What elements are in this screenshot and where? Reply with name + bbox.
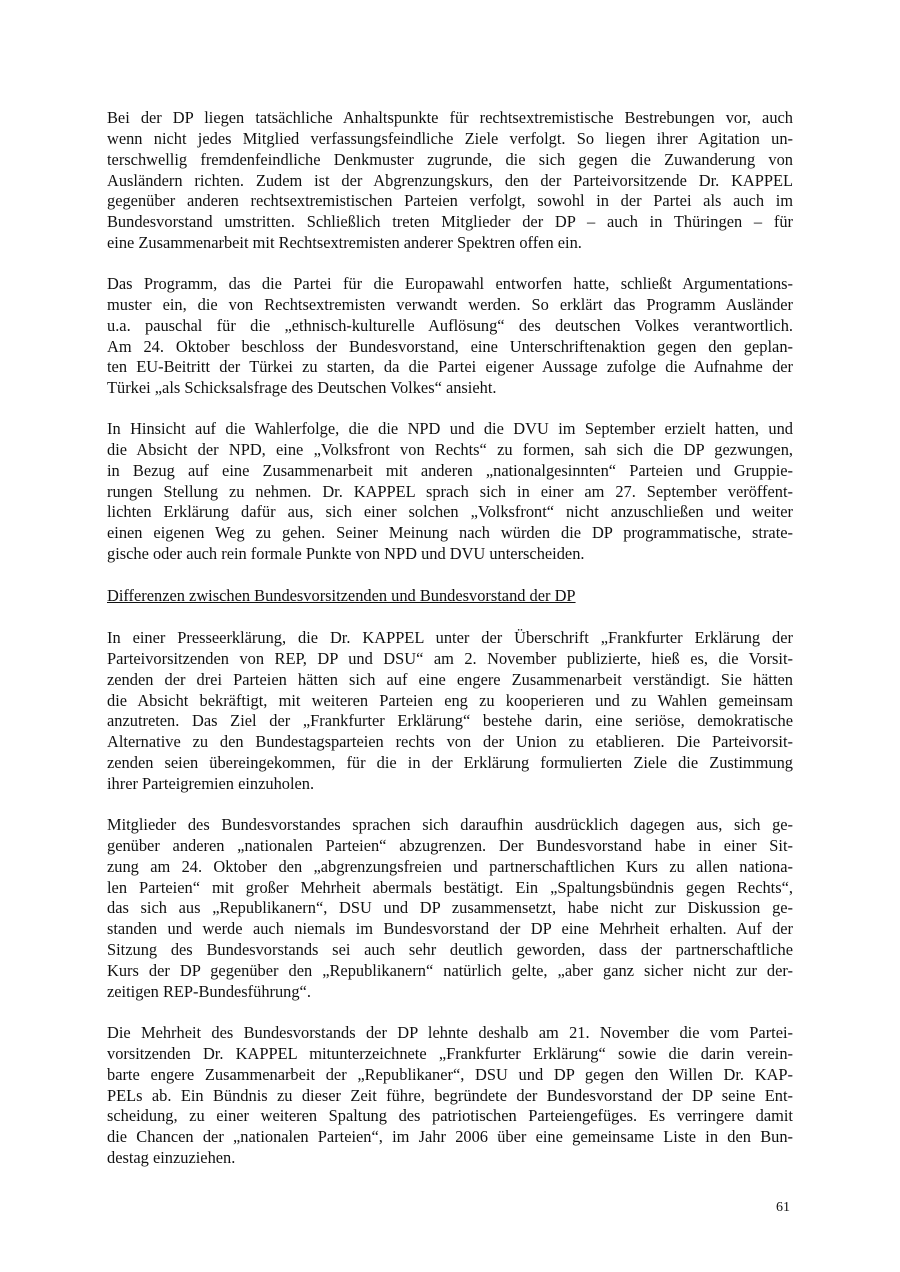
text-line: die Absicht bekräftigt, mit weiteren Parteien eng zu kooperieren und zu Wahlen gemeinsam (107, 690, 793, 710)
text-line: genüber anderen „nationalen Parteien“ abzugrenzen. Der Bundesvorstand habe in einer Sit- (107, 835, 793, 855)
text-line: Kurs der DP gegenüber den „Republikanern“ natürlich gelte, „aber ganz sicher nicht zur der- (107, 960, 793, 980)
paragraph-dp-assessment (107, 108, 793, 254)
text-line: zung am 24. Oktober den „abgrenzungsfreien und partnerschaftlichen Kurs zu allen nationa- (107, 856, 793, 876)
text-line: len Parteien“ mit großer Mehrheit abermals bestätigt. Ein „Spaltungsbündnis gegen Rechts“, (107, 877, 793, 897)
text-line: Das Programm, das die Partei für die Europawahl entworfen hatte, schließt Argumentations- (107, 274, 793, 293)
text-line: lichten Erklärung dafür aus, sich einer solchen „Volksfront“ nicht anzuschließen und weiter (107, 502, 793, 522)
text-line: destag einzuziehen. (107, 1148, 236, 1168)
text-line: u.a. pauschal für die „ethnisch-kulturelle Auflösung“ des deutschen Volkes verantwortlich. (107, 315, 793, 335)
text-line: Ausländern richten. Zudem ist der Abgrenzungskurs, den der Parteivorsitzende Dr. KAPPEL (107, 170, 793, 190)
text-line: anzutreten. Das Ziel der „Frankfurter Erklärung“ bestehe darin, eine seriöse, demokratische (107, 711, 793, 731)
text-line: die Absicht der NPD, eine „Volksfront von Rechts“ zu formen, sah sich die DP gezwungen, (107, 439, 793, 459)
text-line: eine Zusammenarbeit mit Rechtsextremisten anderer Spektren offen ein. (107, 233, 582, 253)
text-line: einen eigenen Weg zu gehen. Seiner Meinung nach würden die DP programmatische, strate- (107, 523, 793, 543)
text-line: Bundesvorstand umstritten. Schließlich treten Mitglieder der DP – auch in Thüringen – für (107, 212, 793, 232)
text-line: ten EU-Beitritt der Türkei zu starten, da die Partei eigener Aussage zufolge die Aufnahme der (107, 357, 793, 377)
text-line: barte engere Zusammenarbeit der „Republikaner“, DSU und DP gegen den Willen Dr. KAP- (107, 1064, 793, 1084)
text-line: die Chancen der „nationalen Parteien“, im Jahr 2006 über eine gemeinsame Liste in den Bun- (107, 1127, 793, 1147)
text-line: vorsitzenden Dr. KAPPEL mitunterzeichnete „Frankfurter Erklärung“ sowie die darin verein- (107, 1043, 793, 1063)
text-line: PELs ab. Ein Bündnis zu dieser Zeit führe, begründete der Bundesvorstand der DP seine Ent- (107, 1085, 793, 1105)
page-number: 61 (776, 1200, 790, 1215)
text-line: In Hinsicht auf die Wahlerfolge, die die NPD und die DVU im September erzielt hatten, und (107, 419, 793, 438)
text-line: gegenüber anderen rechtsextremistischen Parteien verfolgt, sowohl in der Partei als auch im (107, 191, 793, 211)
text-line: Die Mehrheit des Bundesvorstands der DP lehnte deshalb am 21. November die vom Partei- (107, 1023, 793, 1042)
text-line: zenden seien übereingekommen, für die in der Erklärung formulierten Ziele die Zustimmung (107, 753, 793, 773)
section-heading: Differenzen zwischen Bundesvorsitzenden und Bundesvorstand der DP (107, 586, 576, 605)
text-line: zeitigen REP-Bundesführung“. (107, 981, 311, 1001)
text-line: Mitglieder des Bundesvorstandes sprachen sich daraufhin ausdrücklich dagegen aus, sich ge- (107, 815, 793, 834)
text-line: wenn nicht jedes Mitglied verfassungsfeindliche Ziele verfolgt. So liegen ihrer Agitation un- (107, 128, 793, 148)
text-line: terschwellig fremdenfeindliche Denkmuster zugrunde, die sich gegen die Zuwanderung von (107, 149, 793, 169)
text-line: Sitzung des Bundesvorstands sei auch sehr deutlich geworden, dass der partnerschaftliche (107, 940, 793, 960)
text-line: standen und werde auch niemals im Bundesvorstand der DP eine Mehrheit erhalten. Auf der (107, 919, 793, 939)
paragraph-bundesvorstand (107, 815, 793, 1003)
text-line: scheidung, zu einer weiteren Spaltung des patriotischen Parteiengefüges. Es verringere damit (107, 1106, 793, 1126)
paragraph-presseerklaerung (107, 628, 793, 795)
text-line: Parteivorsitzenden von REP, DP und DSU“ am 2. November publizierte, hieß es, die Vorsit- (107, 648, 793, 668)
text-line: Alternative zu den Bundestagsparteien rechts von der Union zu etablieren. Die Parteivorsit- (107, 732, 793, 752)
text-line: zenden der drei Parteien hätten sich auf eine engere Zusammenarbeit verständigt. Sie hätten (107, 669, 793, 689)
paragraph-wahlerfolge (107, 419, 793, 565)
text-line: rungen Stellung zu nehmen. Dr. KAPPEL sprach sich in einer am 27. September veröffent- (107, 481, 793, 501)
text-line: muster ein, die von Rechtsextremisten verwandt werden. So erklärt das Programm Ausländer (107, 294, 793, 314)
text-line: in Bezug auf eine Zusammenarbeit mit anderen „nationalgesinnten“ Parteien und Gruppie- (107, 460, 793, 480)
text-line: Bei der DP liegen tatsächliche Anhaltspunkte für rechtsextremistische Bestrebungen vor, auch (107, 108, 793, 127)
paragraph-mehrheit (107, 1023, 793, 1169)
text-line: Am 24. Oktober beschloss der Bundesvorstand, eine Unterschriftenaktion gegen den geplan- (107, 336, 793, 356)
text-line: gische oder auch rein formale Punkte von NPD und DVU unterscheiden. (107, 544, 585, 564)
text-line: Türkei „als Schicksalsfrage des Deutschen Volkes“ ansieht. (107, 378, 497, 398)
paragraph-europawahl-program (107, 274, 793, 399)
text-line: ihrer Parteigremien einzuholen. (107, 773, 315, 793)
text-line: das sich aus „Republikanern“, DSU und DP zusammensetzt, habe nicht zur Diskussion ge- (107, 898, 793, 918)
text-line: In einer Presseerklärung, die Dr. KAPPEL unter der Überschrift „Frankfurter Erklärung der (107, 628, 793, 647)
